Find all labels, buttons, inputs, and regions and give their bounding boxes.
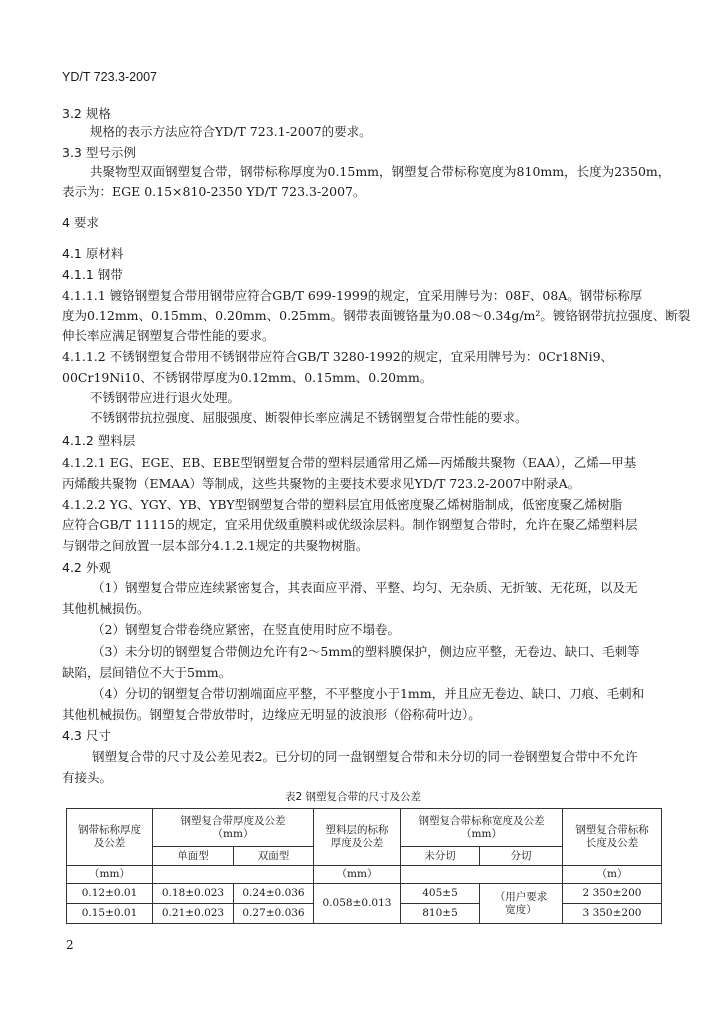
double-thickness-cell: 0.27±0.036 — [234, 904, 314, 924]
paragraph-line: 伸长率应满足钢塑复合带性能的要求。 — [62, 328, 275, 343]
single-thickness-cell: 0.18±0.023 — [153, 884, 234, 904]
paragraph-line: 4.1.1.2 不锈钢塑复合带用不锈钢带应符合GB/T 3280-1992的规定，宜采用牌号为：0Cr18Ni9、 — [62, 349, 614, 364]
paragraph-line: 应符合GB/T 11115的规定，宜采用优级重膜料或优级涂层料。制作钢塑复合带时，允许在聚乙烯塑料层 — [62, 517, 638, 532]
paragraph-line: 与钢带之间放置一层本部分4.1.2.1规定的共聚物树脂。 — [62, 538, 369, 553]
paragraph-line: 4.1.2.1 EG、EGE、EB、EBE型钢塑复合带的塑料层通常用乙烯—丙烯酸共聚物（EAA），乙烯—甲基 — [62, 455, 637, 470]
paragraph-line: （3）未分切的钢塑复合带侧边允许有2～5mm的塑料膜保护，侧边应平整，无卷边、缺口、毛刺等 — [92, 644, 640, 659]
section-4-1-1-heading: 4.1.1 钢带 — [62, 267, 123, 282]
paragraph-line: 不锈钢带应进行退火处理。 — [90, 390, 241, 405]
paragraph-line: 度为0.12mm、0.15mm、0.20mm、0.25mm。钢带表面镀铬量为0.08～0.34g/m²。镀铬钢带抗拉强度、断裂 — [62, 308, 691, 323]
paragraph-line: 4.1.1.1 镀铬钢塑复合带用钢带应符合GB/T 699-1999的规定，宜采用牌号为：08F、08A。钢带标称厚 — [62, 288, 643, 303]
paragraph-line: 缺陷，层间错位不大于5mm。 — [62, 665, 232, 680]
paragraph-line: 00Cr19Ni10、不锈钢带厚度为0.12mm、0.15mm、0.20mm。 — [62, 370, 433, 385]
paragraph-line: 钢塑复合带的尺寸及公差见表2。已分切的同一盘钢塑复合带和未分切的同一卷钢塑复合带中不允许 — [92, 749, 638, 764]
header-length: 钢塑复合带标称 长度及公差 — [563, 809, 662, 866]
paragraph-line: 表示为：EGE 0.15×810-2350 YD/T 723.3-2007。 — [62, 184, 366, 199]
dimensions-table — [66, 808, 662, 924]
unit-cell: （mm） — [314, 866, 401, 884]
length-cell: 3 350±200 — [563, 904, 662, 924]
paragraph-line: 其他机械损伤。 — [62, 601, 150, 616]
header-steel-thickness: 钢带标称厚度 及公差 — [67, 809, 153, 866]
paragraph-line: 共聚物型双面钢塑复合带，钢带标称厚度为0.15mm，钢塑复合带标称宽度为810mm，长度为2350m， — [90, 164, 671, 179]
section-3-3-heading: 3.3 型号示例 — [62, 145, 136, 160]
section-4-heading: 4 要求 — [62, 215, 99, 230]
paragraph-line: 有接头。 — [62, 770, 113, 785]
cut-width-cell: （用户要求 宽度） — [480, 884, 563, 924]
standard-header: YD/T 723.3-2007 — [62, 70, 157, 84]
paragraph-line: 不锈钢带抗拉强度、屈服强度、断裂伸长率应满足不锈钢塑复合带性能的要求。 — [90, 410, 528, 425]
section-4-1-2-heading: 4.1.2 塑料层 — [62, 433, 136, 448]
double-thickness-cell: 0.24±0.036 — [234, 884, 314, 904]
unit-cell: （mm） — [67, 866, 153, 884]
paragraph-line: 其他机械损伤。钢塑复合带放带时，边缘应无明显的波浪形（俗称荷叶边）。 — [62, 707, 481, 722]
table-caption: 表2 钢塑复合带的尺寸及公差 — [285, 791, 422, 803]
length-cell: 2 350±200 — [563, 884, 662, 904]
paragraph-line: （4）分切的钢塑复合带切割端面应平整，不平整度小于1mm，并且应无卷边、缺口、刀痕、毛刺和 — [92, 686, 645, 701]
plastic-thickness-cell: 0.058±0.013 — [314, 884, 401, 924]
uncut-width-cell: 810±5 — [401, 904, 480, 924]
unit-cell: （m） — [563, 866, 662, 884]
table-row — [67, 884, 662, 904]
single-thickness-cell: 0.21±0.023 — [153, 904, 234, 924]
table-units-row — [67, 866, 662, 884]
header-width: 钢塑复合带标称宽度及公差 （mm） — [401, 809, 563, 847]
steel-thickness-cell: 0.12±0.01 — [67, 884, 153, 904]
paragraph-line: 4.1.2.2 YG、YGY、YB、YBY型钢塑复合带的塑料层宜用低密度聚乙烯树脂制成，低密度聚乙烯树脂 — [62, 497, 623, 512]
header-single-side: 单面型 — [153, 847, 234, 866]
header-uncut: 未分切 — [401, 847, 480, 866]
uncut-width-cell: 405±5 — [401, 884, 480, 904]
paragraph-line: 规格的表示方法应符合YD/T 723.1-2007的要求。 — [90, 124, 372, 139]
paragraph-line: （1）钢塑复合带应连续紧密复合，其表面应平滑、平整、均匀、无杂质、无折皱、无花斑，以及无 — [92, 580, 638, 595]
unit-cell — [401, 866, 563, 884]
section-4-3-heading: 4.3 尺寸 — [62, 728, 111, 743]
section-3-2-heading: 3.2 规格 — [62, 106, 111, 121]
page-number: 2 — [66, 938, 74, 952]
paragraph-line: 丙烯酸共聚物（EMAA）等制成，这些共聚物的主要技术要求见YD/T 723.2-2007中附录A。 — [62, 476, 581, 491]
paragraph-line: （2）钢塑复合带卷绕应紧密，在竖直使用时应不塌卷。 — [92, 622, 400, 637]
section-4-2-heading: 4.2 外观 — [62, 560, 111, 575]
unit-cell — [153, 866, 314, 884]
table-header-row — [67, 809, 662, 847]
steel-thickness-cell: 0.15±0.01 — [67, 904, 153, 924]
section-4-1-heading: 4.1 原材料 — [62, 246, 124, 261]
header-composite-thickness: 钢塑复合带厚度及公差 （mm） — [153, 809, 314, 847]
header-cut: 分切 — [480, 847, 563, 866]
header-double-side: 双面型 — [234, 847, 314, 866]
header-plastic-thickness: 塑料层的标称 厚度及公差 — [314, 809, 401, 866]
